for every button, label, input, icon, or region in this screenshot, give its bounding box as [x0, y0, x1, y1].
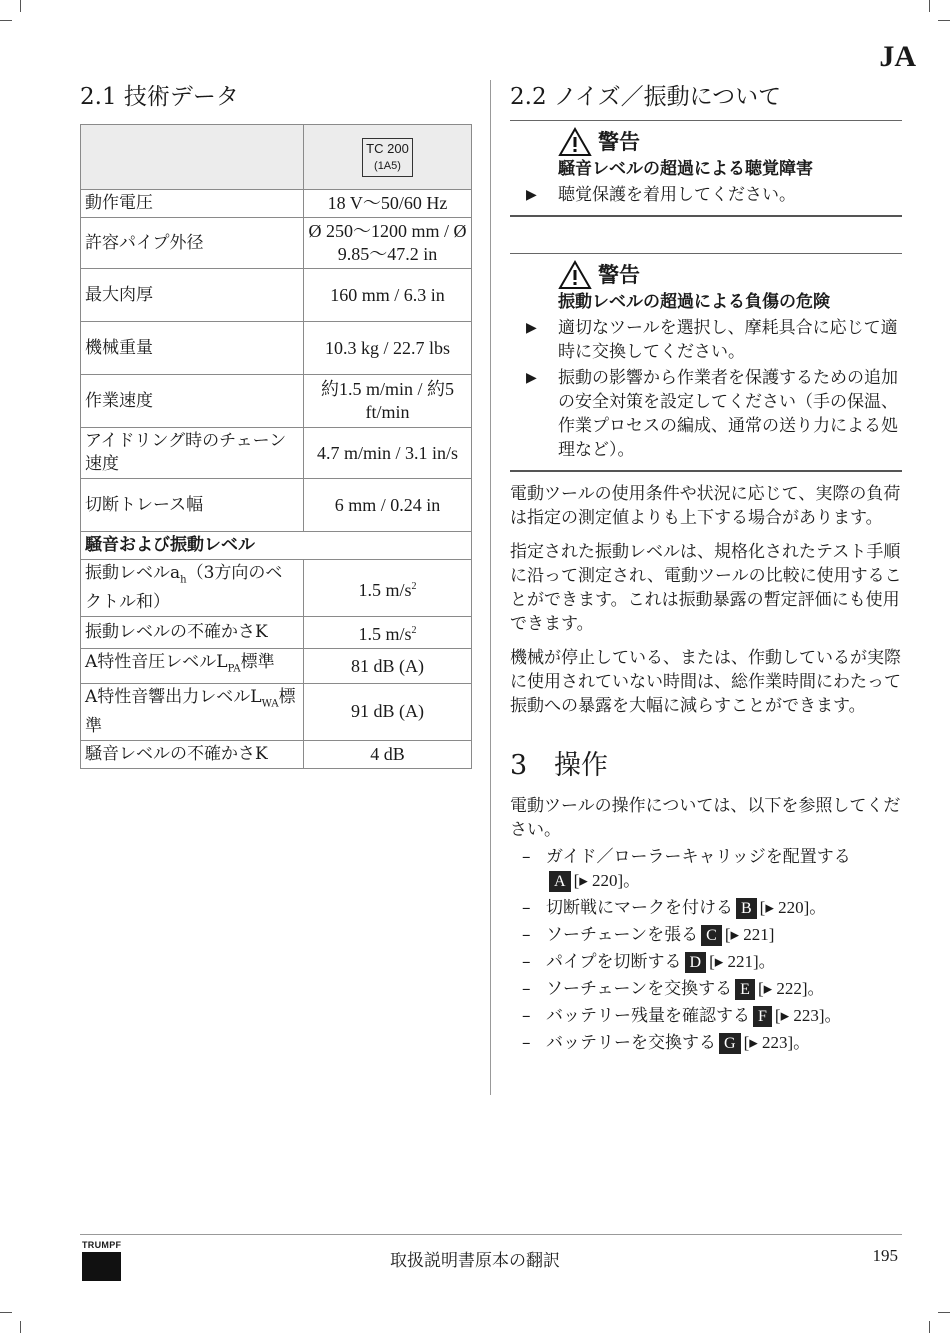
crop-mark: [929, 1321, 930, 1333]
model-badge: [362, 138, 413, 177]
operation-intro: 電動ツールの操作については、以下を参照してください。: [510, 796, 901, 840]
row-label: [81, 683, 304, 740]
row-value: 10.3 kg / 22.7 lbs: [304, 322, 472, 375]
figure-tag: B: [736, 898, 757, 919]
lpa-label-sub: PA: [227, 663, 241, 675]
warning-item-text: 聴覚保護を着用してください。: [558, 185, 796, 205]
dash-bullet: –: [522, 1033, 531, 1053]
header-empty-cell: [81, 125, 304, 190]
page-reference-link[interactable]: [▸ 220]。: [573, 871, 641, 890]
warning-title: [558, 260, 902, 290]
crop-mark: [938, 1312, 950, 1313]
dash-bullet: –: [522, 952, 531, 972]
warning-title-text: 警告: [598, 262, 640, 287]
model-cell: [304, 125, 472, 190]
spec-table: [80, 124, 472, 769]
warning-subtitle: 振動レベルの超過による負傷の危険: [558, 292, 830, 312]
lpa-label-a: A特性音圧レベルL: [85, 652, 228, 673]
dash-bullet: –: [522, 1006, 531, 1026]
row-label: [81, 649, 304, 683]
brand-logo-text: TRUMPF: [82, 1240, 122, 1250]
row-value: 18 V～50/60 Hz: [304, 190, 472, 218]
technical-data-heading: 2.1 技術データ: [80, 84, 239, 110]
dash-bullet: –: [522, 898, 531, 918]
vib-label-a: 振動レベルa: [85, 563, 181, 583]
warning-item: [510, 183, 902, 207]
vib-value-sup: 2: [411, 580, 417, 592]
figure-tag: D: [685, 952, 707, 973]
table-row: [81, 741, 472, 769]
step-text: パイプを切断する: [546, 952, 682, 972]
list-item: [510, 845, 902, 893]
step-content: [546, 1004, 842, 1028]
page-reference-link[interactable]: [▸ 220]。: [759, 898, 827, 917]
page-reference-link[interactable]: [▸ 221]: [724, 925, 775, 944]
figure-tag: A: [549, 871, 571, 892]
row-label: 騒音レベルの不確かさK: [81, 741, 304, 769]
model-code: (1A5): [374, 159, 401, 172]
row-label: 作業速度: [81, 375, 304, 428]
lpa-label-b: 標準: [240, 652, 275, 673]
warning-item-text: 振動の影響から作業者を保護するための追加の安全対策を設定してください（手の保温、作業プロセスの編成、通常の送り力による処理など）。: [558, 368, 898, 460]
crop-mark: [938, 20, 950, 21]
step-content: [546, 845, 851, 893]
step-content: [546, 1031, 810, 1055]
step-text: バッテリー残量を確認する: [546, 1006, 750, 1026]
table-row: [81, 479, 472, 532]
row-value: 160 mm / 6.3 in: [304, 269, 472, 322]
table-row: [81, 218, 472, 269]
row-value: 81 dB (A): [304, 649, 472, 683]
dash-bullet: –: [522, 979, 531, 999]
step-content: [546, 977, 825, 1001]
vib-value: 1.5 m/s: [358, 579, 412, 600]
row-label: 機械重量: [81, 322, 304, 375]
crop-mark: [929, 0, 930, 12]
step-text: バッテリーを交換する: [546, 1033, 716, 1053]
crop-mark: [0, 1312, 12, 1313]
noise-vibration-heading: 2.2 ノイズ／振動について: [510, 84, 782, 110]
table-row: [81, 190, 472, 218]
list-item: [510, 1004, 902, 1028]
footer-divider: [80, 1234, 902, 1235]
warning-title: [558, 127, 902, 157]
warning-subtitle: 騒音レベルの超過による聴覚障害: [558, 159, 813, 179]
warning-item: [510, 316, 902, 364]
figure-tag: E: [735, 979, 755, 1000]
step-text: ソーチェーンを交換する: [546, 979, 733, 999]
step-text: 切断戦にマークを付ける: [546, 898, 733, 918]
page-reference-link[interactable]: [▸ 223]。: [743, 1033, 811, 1052]
dash-bullet: –: [522, 925, 531, 945]
operation-heading: [510, 746, 902, 786]
section-number: 3: [510, 750, 528, 781]
row-value: Ø 250～1200 mm / Ø 9.85～47.2 in: [304, 218, 472, 269]
row-value: 91 dB (A): [304, 683, 472, 740]
list-item: [510, 977, 902, 1001]
column-divider: [490, 80, 491, 1095]
vib-label-b: （3方向のベクトル和）: [85, 563, 283, 613]
figure-tag: C: [701, 925, 722, 946]
row-value: 6 mm / 0.24 in: [304, 479, 472, 532]
list-item: [510, 896, 902, 920]
list-item: [510, 1031, 902, 1055]
row-value: 4.7 m/min / 3.1 in/s: [304, 428, 472, 479]
row-label: 振動レベルの不確かさK: [81, 617, 304, 649]
row-label: 切断トレース幅: [81, 479, 304, 532]
paragraph: 電動ツールの使用条件や状況に応じて、実際の負荷は指定の測定値よりも上下する場合があります。: [510, 484, 901, 528]
row-label: アイドリング時のチェーン速度: [81, 428, 304, 479]
step-text: ガイド／ローラーキャリッジを配置する: [546, 847, 851, 867]
warning-item: [510, 366, 902, 462]
figure-tag: G: [719, 1033, 741, 1054]
table-row: [81, 322, 472, 375]
lwa-label-sub: WA: [261, 698, 279, 710]
row-label: 動作電圧: [81, 190, 304, 218]
paragraph: 指定された振動レベルは、規格化されたテスト手順に沿って測定され、電動ツールの比較に使用することができます。これは振動暴露の暫定評価にも使用できます。: [510, 542, 902, 634]
table-row: [81, 428, 472, 479]
page-reference-link[interactable]: [▸ 221]。: [709, 952, 776, 971]
list-item: [510, 950, 902, 974]
noise-vibration-section: [510, 80, 902, 1055]
lwa-label-a: A特性音響出力レベルL: [85, 686, 262, 707]
figure-tag: F: [753, 1006, 772, 1027]
model-name: TC 200: [366, 140, 409, 156]
warning-box-vibration: [510, 253, 902, 472]
dash-bullet: –: [522, 847, 531, 867]
language-code: JA: [879, 40, 916, 73]
crop-mark: [0, 20, 12, 21]
paragraph: 機械が停止している、または、作動しているが実際に使用されていない時間は、総作業時間にわたって振動への暴露を大幅に減らすことができます。: [510, 648, 901, 716]
step-content: [546, 923, 774, 947]
row-label: 最大肉厚: [81, 269, 304, 322]
page-number: 195: [872, 1246, 898, 1265]
technical-data-section: [80, 80, 472, 765]
table-row: [81, 269, 472, 322]
arrow-right-icon: ▶: [526, 370, 537, 386]
lwa-label-b: 標準: [85, 686, 296, 737]
table-row: [81, 649, 472, 683]
arrow-right-icon: ▶: [526, 320, 537, 336]
warning-triangle-icon: [558, 260, 592, 290]
warning-triangle-icon: [558, 127, 592, 157]
warning-title-text: 警告: [598, 129, 640, 154]
row-value: [304, 617, 472, 649]
table-row: [81, 560, 472, 617]
table-header-row: [81, 125, 472, 190]
vib-label-sub: h: [180, 574, 187, 586]
noise-vibration-section-label: 騒音および振動レベル: [81, 532, 472, 560]
warning-box-hearing: [510, 120, 902, 217]
row-label: [81, 560, 304, 617]
row-value: 4 dB: [304, 741, 472, 769]
table-row: [81, 617, 472, 649]
page-reference-link[interactable]: [▸ 222]。: [757, 979, 825, 998]
list-item: [510, 923, 902, 947]
section-title: 操作: [554, 750, 608, 781]
vibk-value-sup: 2: [411, 625, 417, 637]
step-content: [546, 896, 826, 920]
page-reference-link[interactable]: [▸ 223]。: [774, 1006, 842, 1025]
table-section-row: [81, 532, 472, 560]
crop-mark: [20, 1321, 21, 1333]
arrow-right-icon: ▶: [526, 187, 537, 203]
table-row: [81, 375, 472, 428]
row-value: 約1.5 m/min / 約5 ft/min: [304, 375, 472, 428]
crop-mark: [20, 0, 21, 12]
footer-title: 取扱説明書原本の翻訳: [390, 1251, 560, 1271]
vibk-value: 1.5 m/s: [358, 624, 412, 645]
row-label: 許容パイプ外径: [81, 218, 304, 269]
row-value: [304, 560, 472, 617]
table-row: [81, 683, 472, 740]
step-text: ソーチェーンを張る: [546, 925, 699, 945]
step-content: [546, 950, 776, 974]
warning-item-text: 適切なツールを選択し、摩耗具合に応じて適時に交換してください。: [558, 318, 898, 362]
